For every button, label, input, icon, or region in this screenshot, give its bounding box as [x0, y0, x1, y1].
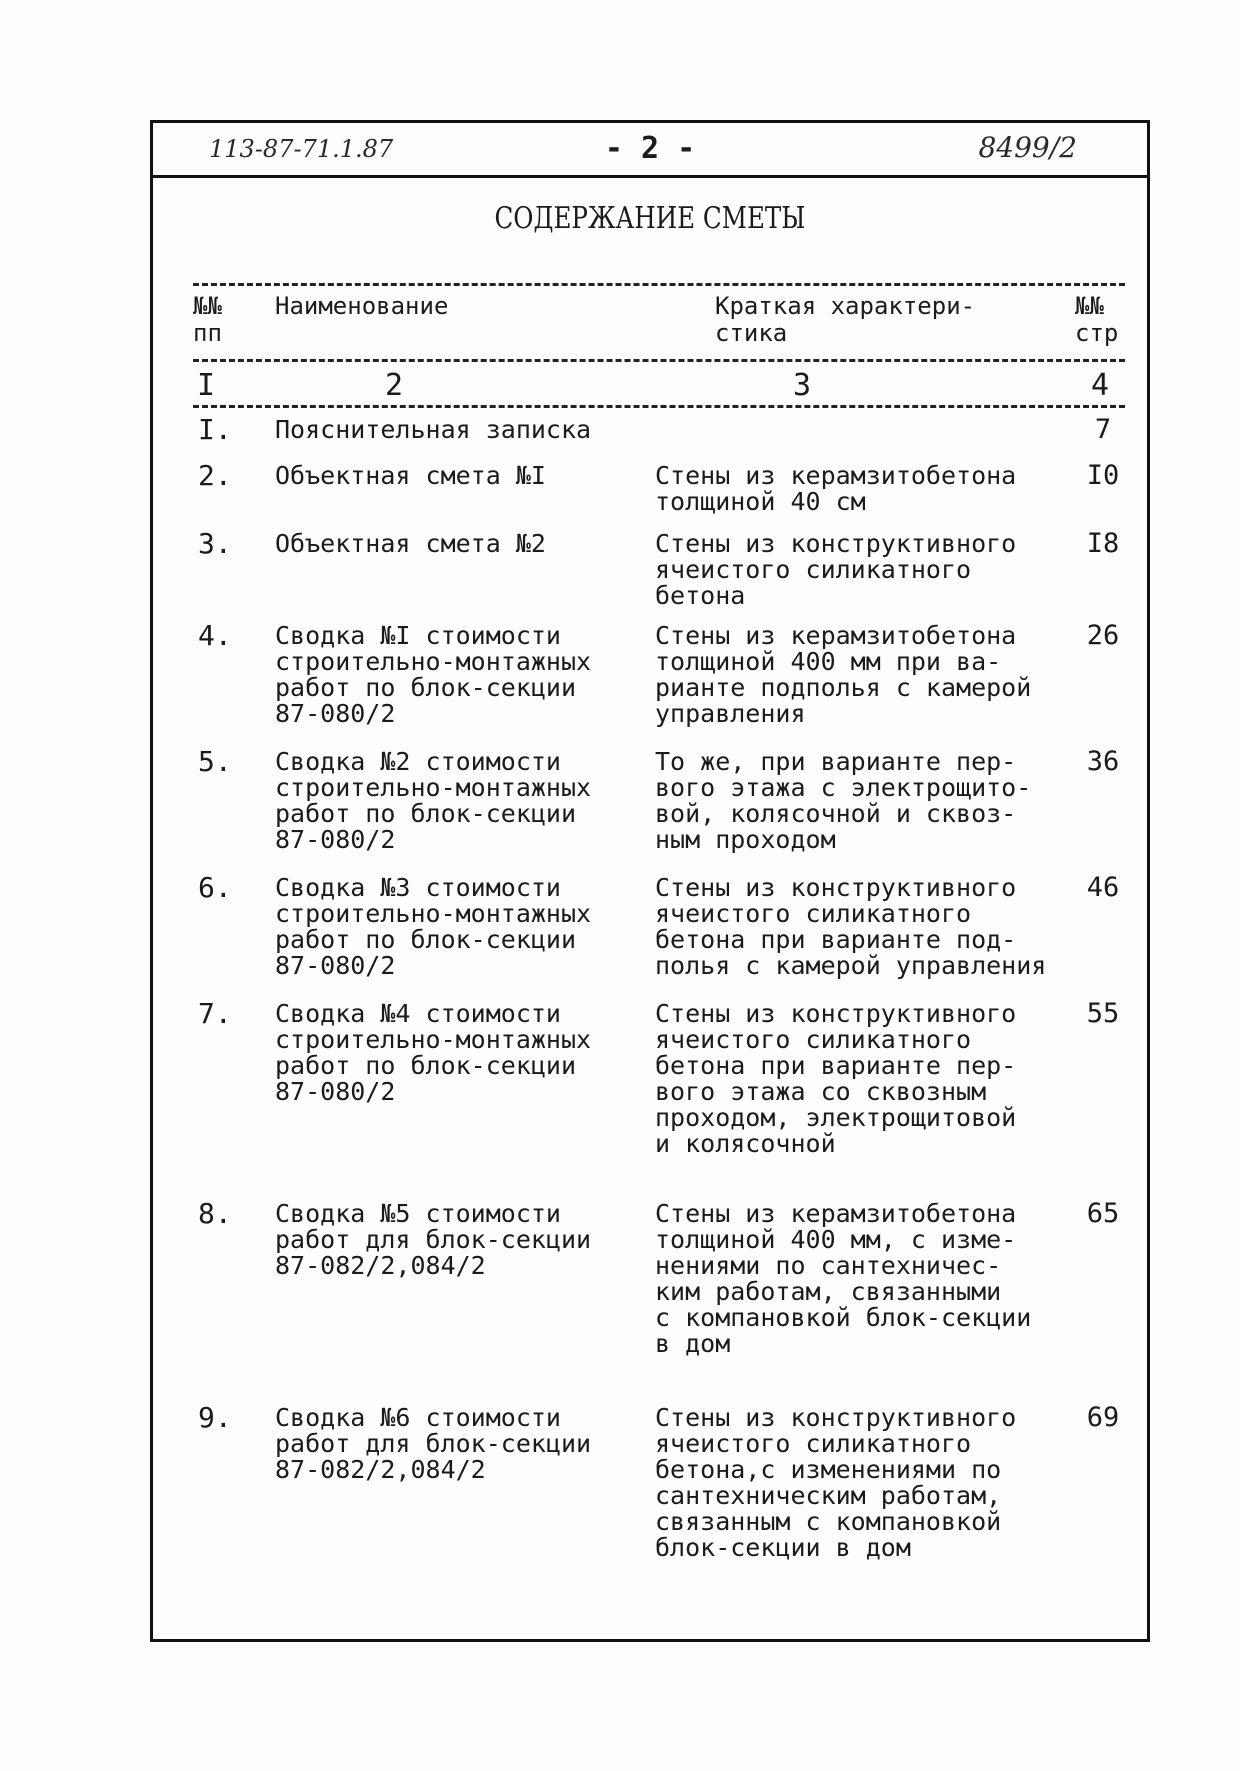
row-description: Стены из конструктивного ячеистого силикатного бетона при варианте под- полья с камерой управления: [655, 873, 1047, 980]
column-number: 4: [1091, 368, 1110, 403]
row-number: 8.: [198, 1197, 232, 1230]
row-description: Стены из керамзитобетона толщиной 40 см: [655, 461, 1017, 516]
row-description: Стены из керамзитобетона толщиной 400 мм, с изме- нениями по сантехничес- ким работам, связанными с компановкой блок-секции в дом: [655, 1199, 1032, 1358]
row-name: Сводка №6 стоимости работ для блок-секции 87-082/2,084/2: [275, 1403, 592, 1484]
row-page: 46: [1086, 872, 1120, 903]
document-frame: [150, 120, 1150, 1642]
row-description: То же, при варианте пер- вого этажа с электрощито- вой, колясочной и сквоз- ным проходом: [655, 747, 1032, 854]
row-name: Сводка №2 стоимости строительно-монтажных работ по блок-секции 87-080/2: [275, 747, 592, 854]
row-page: 7: [1094, 414, 1112, 445]
row-number: I.: [198, 413, 232, 446]
row-description: Стены из керамзитобетона толщиной 400 мм при ва- рианте подполья с камерой управления: [655, 621, 1032, 728]
column-number-rule: [193, 405, 1125, 408]
header-band: [153, 123, 1147, 178]
row-name: Сводка №I стоимости строительно-монтажных работ по блок-секции 87-080/2: [275, 621, 592, 728]
row-page: 26: [1086, 620, 1120, 651]
row-number: 7.: [198, 997, 232, 1030]
page-title: СОДЕРЖАНИЕ СМЕТЫ: [494, 201, 806, 236]
row-name: Сводка №5 стоимости работ для блок-секции 87-082/2,084/2: [275, 1199, 592, 1280]
row-name: Сводка №4 стоимости строительно-монтажных работ по блок-секции 87-080/2: [275, 999, 592, 1106]
row-name: Сводка №3 стоимости строительно-монтажных работ по блок-секции 87-080/2: [275, 873, 592, 980]
column-header-description: Краткая характери- стика: [715, 292, 976, 347]
row-number: 2.: [198, 459, 232, 492]
row-name: Объектная смета №I: [275, 461, 546, 490]
row-page: 69: [1086, 1402, 1120, 1433]
row-name: Объектная смета №2: [275, 529, 546, 558]
column-header-name: Наименование: [275, 292, 449, 320]
row-description: Стены из конструктивного ячеистого силикатного бетона при варианте пер- вого этажа со сквозным проходом, электрощитовой и колясочной: [655, 999, 1017, 1158]
column-header-number: №№ пп: [193, 292, 222, 347]
row-description: Стены из конструктивного ячеистого силикатного бетона,с изменениями по сантехническим работам, связанным с компановкой блок-секции в дом: [655, 1403, 1017, 1562]
row-page: 65: [1086, 1198, 1120, 1229]
column-header-page: №№ стр: [1075, 292, 1119, 347]
row-number: 5.: [198, 745, 232, 778]
row-description: Стены из конструктивного ячеистого силикатного бетона: [655, 529, 1017, 610]
column-number: 3: [793, 368, 812, 403]
row-number: 3.: [198, 527, 232, 560]
column-number: 2: [385, 368, 404, 403]
row-number: 6.: [198, 871, 232, 904]
row-page: 55: [1086, 998, 1120, 1029]
row-number: 9.: [198, 1401, 232, 1434]
document-code: 113-87-71.1.87: [209, 135, 394, 163]
row-name: Пояснительная записка: [275, 415, 592, 444]
row-page: 36: [1086, 746, 1120, 777]
table-top-rule: [193, 283, 1125, 286]
sheet-code: 8499/2: [978, 131, 1077, 164]
row-page: I0: [1086, 460, 1120, 491]
column-number: I: [197, 368, 216, 403]
row-page: I8: [1086, 528, 1120, 559]
row-number: 4.: [198, 619, 232, 652]
header-rule: [193, 359, 1125, 362]
page-number: - 2 -: [604, 131, 696, 166]
